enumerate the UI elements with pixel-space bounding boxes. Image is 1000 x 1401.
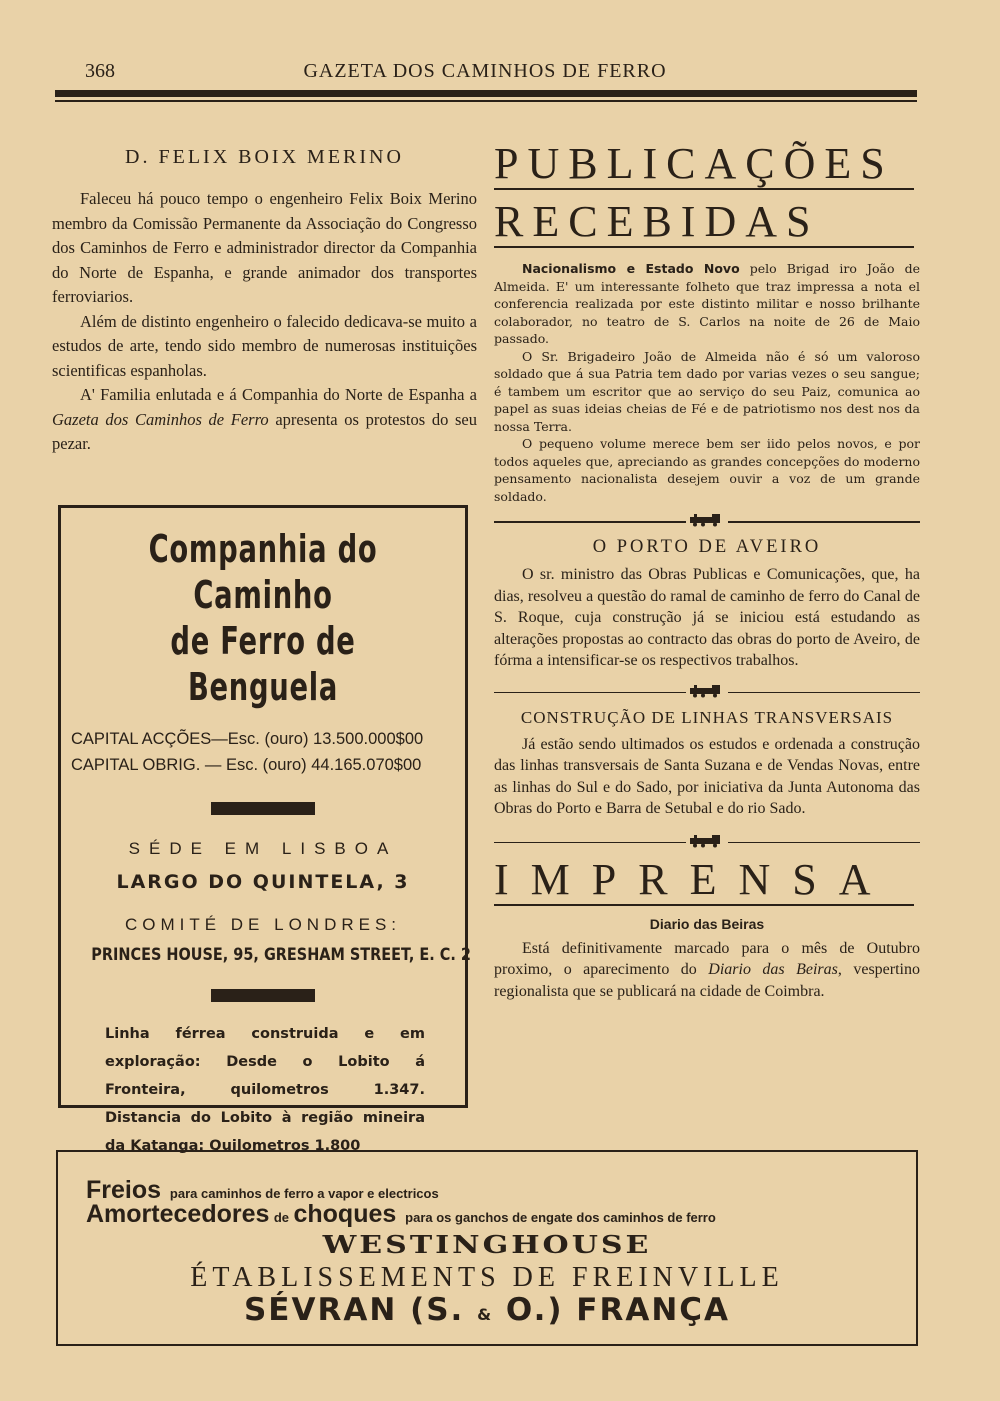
obituary-paragraph: Faleceu há pouco tempo o engenheiro Felix Boix Merino membro da Comissão Permanente da Associação do Congresso dos Caminhos de Ferro e administrador director da Companhia do Norte de Espanha, e grande animador dos transportes ferroviarios.: [52, 189, 477, 306]
freios-line: Freios para caminhos de ferro a vapor e electricos: [86, 1176, 439, 1204]
header-rule-thick: [55, 90, 917, 97]
page-number: 368: [85, 60, 115, 82]
gazette-name: Gazeta dos Caminhos de Ferro: [52, 409, 269, 429]
locomotive-icon: [686, 684, 728, 698]
recebidas-title: RECEBIDAS: [494, 197, 820, 246]
westinghouse-advertisement: [56, 1150, 918, 1346]
imprensa-text: Está definitivamente marcado para o mês de Outubro proximo, o aparecimento do Diario das Beiras, vespertino regionalista que se publicará na cidade de Coimbra.: [494, 939, 920, 1000]
section-separator: [494, 834, 920, 850]
benguela-advertisement: [58, 505, 471, 1154]
company-name: Companhia do Caminho de Ferro de Benguela: [148, 527, 378, 709]
aveiro-text: O sr. ministro das Obras Publicas e Comunicações, que, ha dias, resolveu a questão do ramal de caminho de ferro do Canal de S. Roque, cuja construção já se iniciou está estudando as alterações propostas ao contracto das obras do porto de Aveiro, de fórma a intensificar-se os respectivos trabalhos.: [494, 566, 920, 669]
imprensa-title: IMPRENSA: [494, 854, 893, 904]
obituary-paragraph: A' Familia enlutada e á Companhia do Norte de Espanha a Gazeta dos Caminhos de Ferro apresenta os protestos do seu pezar.: [52, 385, 477, 453]
section-separator: [494, 684, 920, 700]
lisbon-address: LARGO DO QUINTELA, 3: [116, 871, 410, 893]
sede-label: SÉDE EM LISBOA: [128, 839, 398, 858]
heading-rule: [494, 904, 914, 906]
header-rule-thin: [55, 100, 917, 102]
page-header: [55, 58, 915, 88]
transversais-text: Já estão sendo ultimados os estudos e ordenada a construção das linhas transversais de Santa Suzana e de Vendas Novas, entre as linhas do Sul e do Sado, por iniciativa da Junta Autonoma das Obras do Porto e Barra de Setubal e do rio Sado.: [494, 735, 920, 817]
book-title: Nacionalismo e Estado Novo: [522, 261, 740, 276]
review-paragraph: O Sr. Brigadeiro João de Almeida não é só um valoroso soldado que á sua Patria tem dado por varias vezes o seu sangue; é tambem um escritor que ao serviço do seu Paiz, comunica ao papel as suas ideias cheias de Fé e de patriotismo nos dest nos da nossa Terra.: [494, 348, 920, 434]
location: SÉVRAN (S. & O.) FRANÇA: [243, 1292, 731, 1328]
obituary-title: D. FELIX BOIX MERINO: [125, 146, 404, 168]
section-separator: [494, 513, 920, 529]
locomotive-icon: [686, 513, 728, 527]
publicacoes-title: PUBLICAÇÕES: [494, 139, 894, 188]
establishment-name: ÉTABLISSEMENTS DE FREINVILLE: [190, 1262, 784, 1293]
obituary-paragraph: Além de distinto engenheiro o falecido dedicava-se muito a estudos de arte, tendo sido membro de numerosas instituições scientificas espanholas.: [52, 311, 477, 380]
capital-accoes: CAPITAL ACÇÕES—Esc. (ouro) 13.500.000$00: [71, 730, 424, 748]
london-address: PRINCES HOUSE, 95, GRESHAM STREET, E. C. 2: [91, 945, 471, 965]
divider-bar: [211, 802, 315, 815]
divider-bar: [211, 989, 315, 1002]
westinghouse-brand: WESTINGHOUSE: [322, 1231, 652, 1260]
publication-title: GAZETA DOS CAMINHOS DE FERRO: [303, 60, 667, 82]
left-column: [52, 140, 477, 457]
comite-label: COMITÉ DE LONDRES:: [124, 915, 402, 934]
railway-description: Linha férrea construida e em exploração: Desde o Lobito á Fronteira, quilometros 1.347. Distancia do Lobito à região mineira da Katanga: Quilometros 1.800: [105, 1026, 425, 1154]
review-paragraph: O pequeno volume merece bem ser iido pelos novos, e por todos aqueles que, apreciando as grandes concepções do moderno pensamento nacionalista desejem ouvir a voz de um grande soldado.: [494, 436, 920, 504]
aveiro-title: O PORTO DE AVEIRO: [592, 537, 822, 557]
locomotive-icon: [686, 834, 728, 848]
imprensa-subtitle: Diario das Beiras: [649, 915, 765, 932]
right-column: [494, 140, 920, 1002]
transversais-title: CONSTRUÇÃO DE LINHAS TRANSVERSAIS: [520, 707, 894, 727]
amortecedores-line: Amortecedores de choques para os ganchos de engate dos caminhos de ferro: [86, 1200, 716, 1228]
capital-obrig: CAPITAL OBRIG. — Esc. (ouro) 44.165.070$00: [71, 756, 422, 774]
review-paragraph: Nacionalismo e Estado Novo pelo Brigad iro João de Almeida. E' um interessante folheto que traz impressa a nota el conferencia realizada por este distinto militar e nosso brilhante colaborador, no teatro de S. Carlos na noite de 26 de Maio passado.: [494, 261, 920, 346]
